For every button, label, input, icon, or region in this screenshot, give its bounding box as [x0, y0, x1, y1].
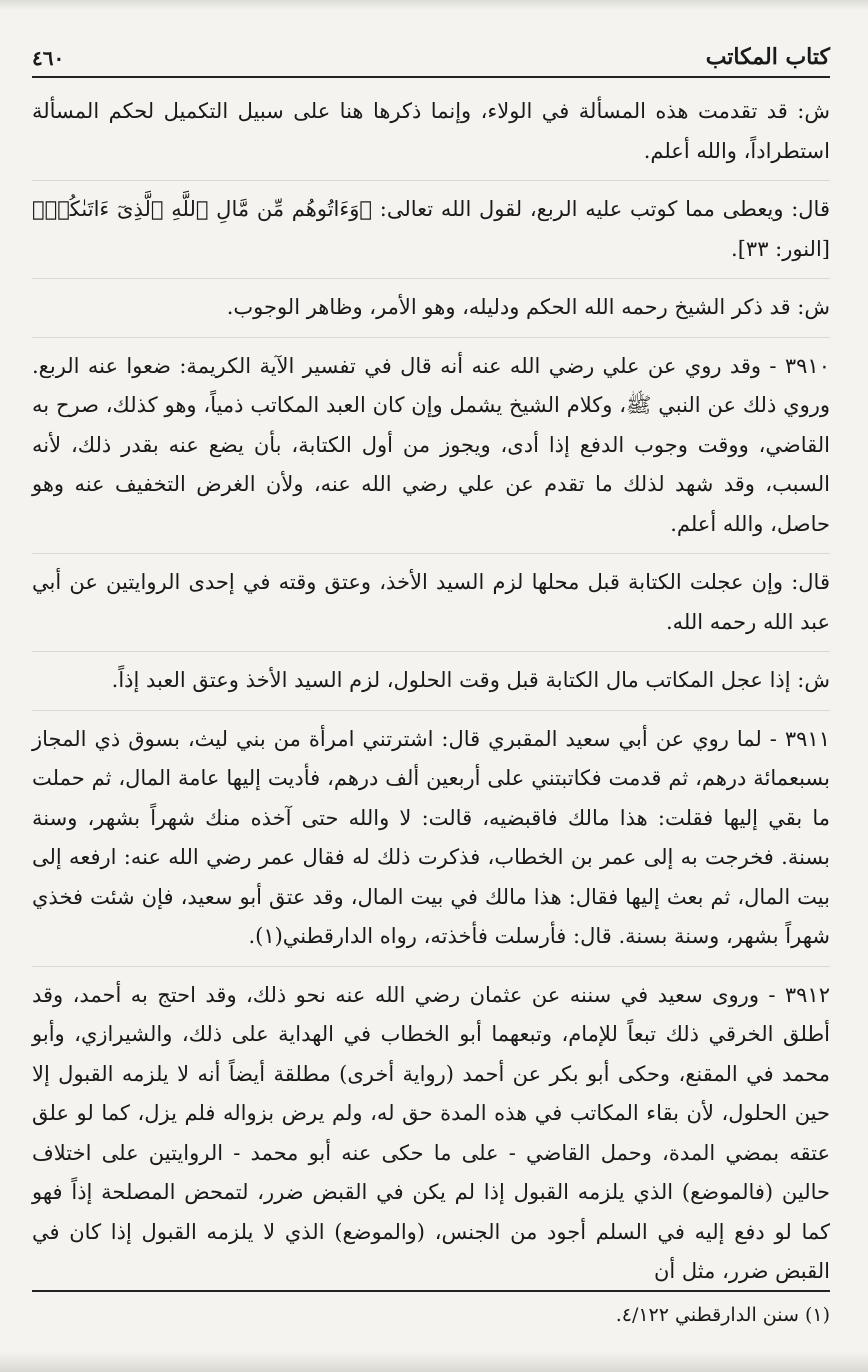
paragraph-hadith-3911: ٣٩١١ - لما روي عن أبي سعيد المقبري قال: اشترتني امرأة من بني ليث، بسوق ذي المجاز بسبعمائة درهم، ثم قدمت فكاتبتني على أربعين ألف درهم، فأديت إليها عامة المال، ثم حملت ما بقي إليها فقلت: هذا مالك فاقبضيه، قالت: لا والله حتى آخذه منك شهراً بشهر، وسنة بسنة. فخرجت به إلى عمر بن الخطاب، فذكرت ذلك له فقال عمر رضي الله عنه: ارفعه إلى بيت المال، ثم بعث إليها فقال: هذا مالك في بيت المال، وقد عتق أبو سعيد، فإن شئت فخذي شهراً بشهر، وسنة بسنة. قال: فأرسلت فأخذته، رواه الدارقطني(١). [32, 726, 830, 948]
scan-shadow-bottom [0, 1352, 868, 1372]
paragraph-hadith-3910: ٣٩١٠ - وقد روي عن علي رضي الله عنه أنه قال في تفسير الآية الكريمة: ضعوا عنه الربع. وروي ذلك عن النبي ﷺ، وكلام الشيخ يشمل وإن كان العبد المكاتب ذمياً، وهو كذلك، صرح به القاضي، ووقت وجوب الدفع إذا أدى، ويجوز من أول الكتابة، بأن يضع عنه بقدر ذلك، لأنه السبب، وقد شهد لذلك ما تقدم عن علي رضي الله عنه، ولأن الغرض التخفيف عنه وهو حاصل، والله أعلم. [32, 353, 830, 536]
paragraph-hadith-3912: ٣٩١٢ - وروى سعيد في سننه عن عثمان رضي الله عنه نحو ذلك، وقد احتج به أحمد، وقد أطلق الخرقي ذلك تبعاً للإمام، وتبعهما أبو الخطاب في الهداية على ذلك، والشيرازي، وأبو محمد في المقنع، وحكى أبو بكر عن أحمد (رواية أخرى) مطلقة أيضاً أنه لا يلزمه القبول إلا حين الحلول، لأن بقاء المكاتب في هذه المدة حق له، ولم يرض بزواله فلم يزل، كما لو علق عتقه بمضي المدة، وحمل القاضي - على ما حكى عنه أبو محمد - الروايتين على اختلاف حالين (فالموضع) الذي يلزمه القبول إذا لم يكن في القبض ضرر، لتمحض المصلحة إذاً فهو كما لو دفع إليه في السلم أجود من الجنس، (والموضع) الذي لا يلزمه القبول إذا كان في القبض ضرر، مثل أن [32, 982, 830, 1283]
divider [32, 553, 830, 554]
paragraph-commentary-1: ش: قد تقدمت هذه المسألة في الولاء، وإنما ذكرها هنا على سبيل التكميل لحكم المسألة استطراداً، والله أعلم. [32, 99, 830, 163]
page-body [32, 92, 830, 1292]
divider [32, 710, 830, 711]
page-header [32, 30, 830, 78]
divider [32, 337, 830, 338]
paragraph-commentary-2: ش: قد ذكر الشيخ رحمه الله الحكم ودليله، وهو الأمر، وظاهر الوجوب. [226, 295, 830, 319]
scan-shadow-top [0, 0, 868, 10]
footnote: (١) سنن الدارقطني ٤/١٢٢. [615, 1304, 830, 1326]
page-number: ٤٦٠ [32, 46, 65, 70]
paragraph-commentary-3: ش: إذا عجل المكاتب مال الكتابة قبل وقت الحلول، لزم السيد الأخذ وعتق العبد إذاً. [111, 668, 830, 692]
divider [32, 180, 830, 181]
divider [32, 278, 830, 279]
divider [32, 966, 830, 967]
divider [32, 651, 830, 652]
book-title: كتاب المكاتب [705, 44, 830, 70]
paragraph-text-1: قال: ويعطى مما كوتب عليه الربع، لقول الله تعالى: ﴿وَءَاتُوهُم مِّن مَّالِ ٱللَّهِ ٱلَّذِىٓ ءَاتَىٰكُمۡ﴾ [النور: ٣٣]. [32, 197, 830, 261]
footnote-rule [32, 1290, 830, 1292]
paragraph-text-2: قال: وإن عجلت الكتابة قبل محلها لزم السيد الأخذ، وعتق وقته في إحدى الروايتين عن أبي عبد الله رحمه الله. [32, 570, 830, 634]
